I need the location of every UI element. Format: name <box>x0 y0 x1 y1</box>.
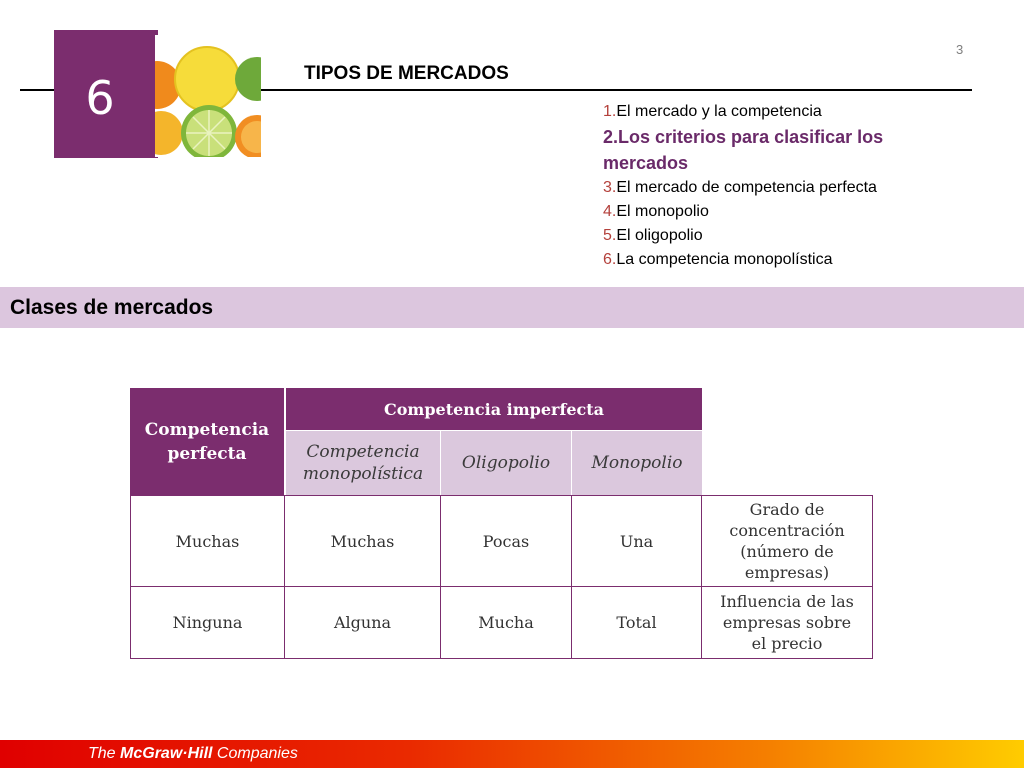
subheader-monopoly: Monopolio <box>572 431 702 495</box>
subheader-oligopoly: Oligopolio <box>441 431 571 495</box>
chapter-number: 6 <box>85 71 115 125</box>
subheader-monopolistic: Competencia monopolística <box>286 431 440 495</box>
table-cell: Una <box>571 495 702 587</box>
section-title: Clases de mercados <box>10 296 214 319</box>
table-cell: Muchas <box>130 495 285 587</box>
header-imperfect-competition: Competencia imperfecta <box>286 388 702 430</box>
toc-item[interactable]: 1.El mercado y la competencia <box>603 103 822 120</box>
page-number: 3 <box>956 42 964 57</box>
table-cell: Total <box>571 586 702 659</box>
market-classes-table <box>130 388 874 660</box>
publisher-logo: The McGraw·Hill Companies <box>88 745 298 762</box>
table-cell: Ninguna <box>130 586 285 659</box>
toc-item-active[interactable]: 2.Los criterios para clasificar los mercados <box>603 127 884 173</box>
table-cell: Mucha <box>440 586 572 659</box>
toc-item[interactable]: 5.El oligopolio <box>603 227 703 244</box>
table-of-contents <box>603 100 943 272</box>
citrus-fruit-image <box>155 35 261 157</box>
row-label-price-influence: Influencia de las empresas sobre el precio <box>701 586 873 659</box>
toc-item[interactable]: 6.La competencia monopolística <box>603 251 833 268</box>
header-perfect-competition: Competencia perfecta <box>130 388 284 495</box>
toc-item[interactable]: 4.El monopolio <box>603 203 709 220</box>
row-label-concentration: Grado de concentración (número de empresas) <box>701 495 873 587</box>
table-cell: Muchas <box>284 495 441 587</box>
table-cell: Pocas <box>440 495 572 587</box>
toc-item[interactable]: 3.El mercado de competencia perfecta <box>603 179 877 196</box>
chapter-badge <box>54 30 158 158</box>
table-cell: Alguna <box>284 586 441 659</box>
slide-title: TIPOS DE MERCADOS <box>304 63 509 84</box>
